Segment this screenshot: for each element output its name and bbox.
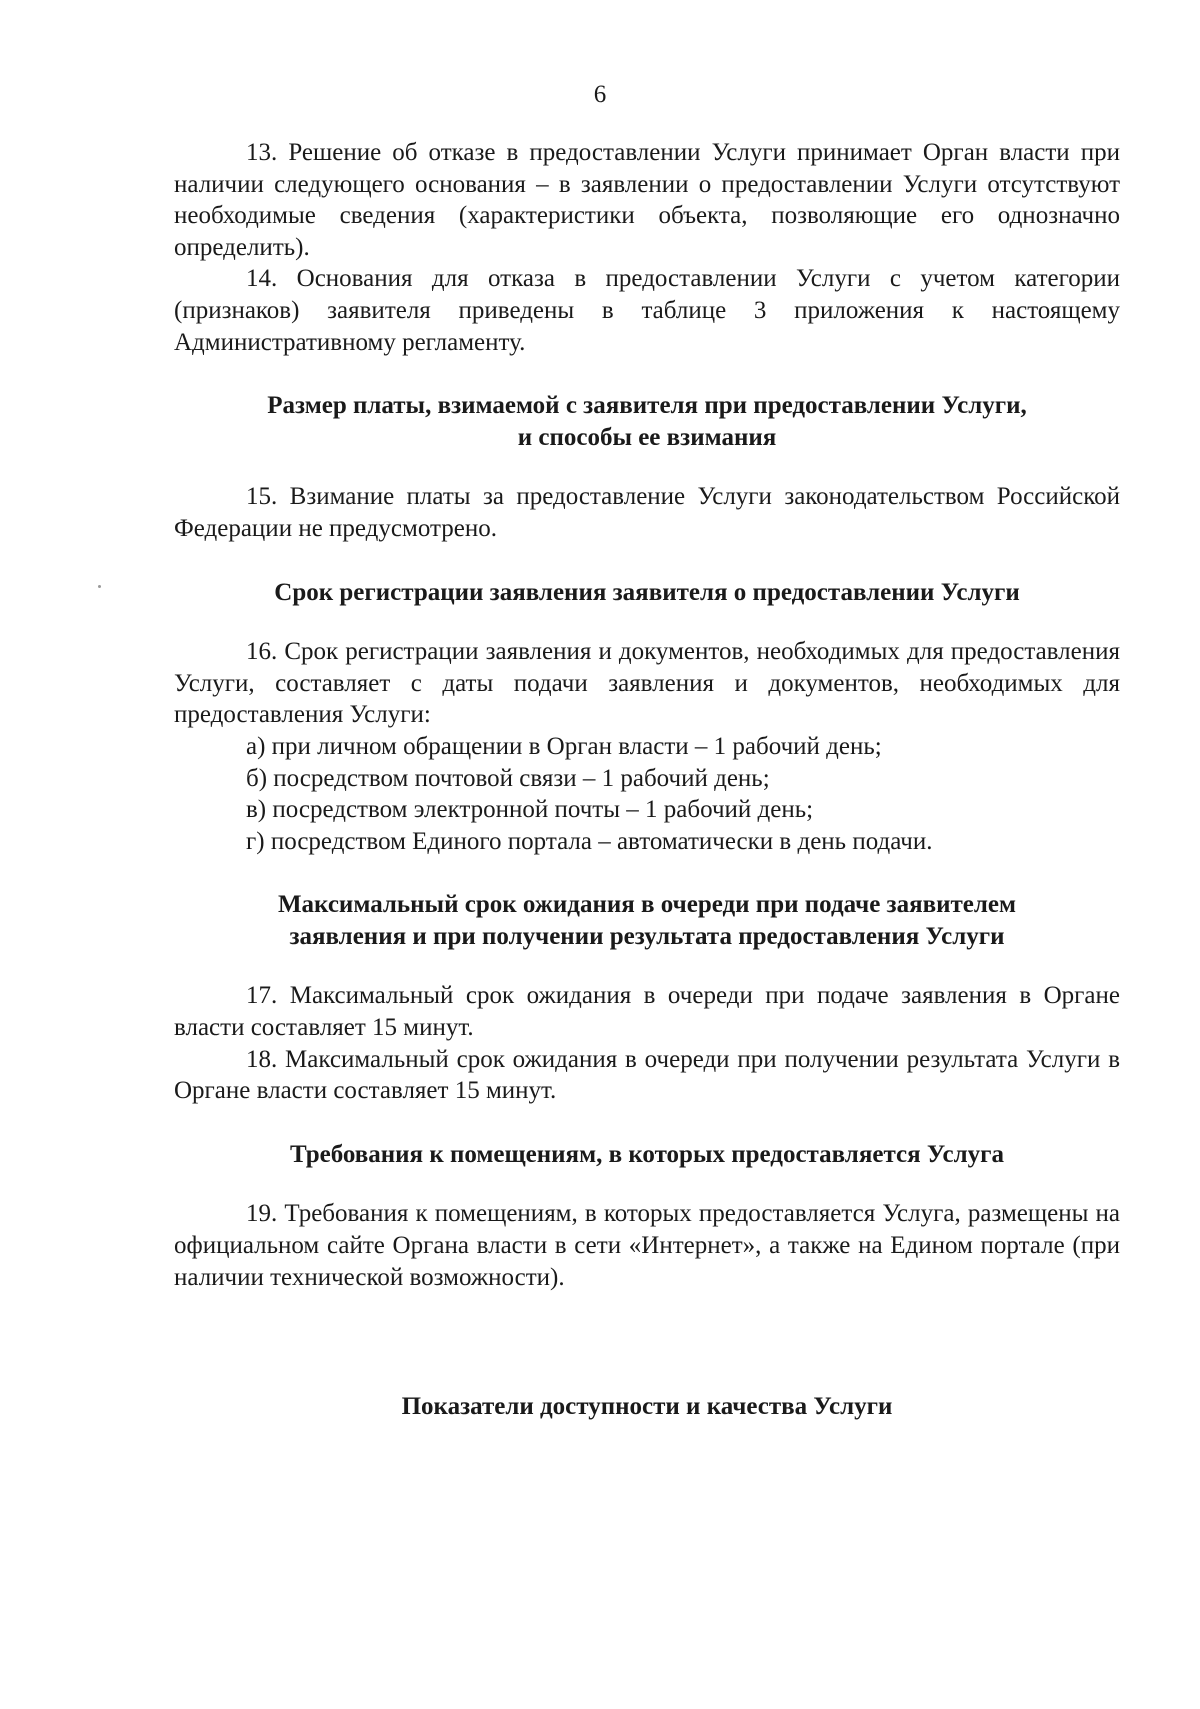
paragraph-14: 14. Основания для отказа в предоставлении Услуги с учетом категории (признаков) заявителя приведены в таблице 3 приложения к настоящему Административному регламенту. — [174, 265, 1120, 356]
scan-speck — [98, 585, 101, 588]
heading-queue-line-1: Максимальный срок ожидания в очереди при подаче заявителем — [277, 891, 1017, 919]
heading-registration: Срок регистрации заявления заявителя о предоставлении Услуги — [274, 578, 1020, 606]
paragraph-13: 13. Решение об отказе в предоставлении Услуги принимает Орган власти при наличии следующего основания – в заявлении о предоставлении Услуги отсутствуют необходимые сведения (характеристики объекта, позволяющие его однозначно определить). — [174, 139, 1120, 261]
paragraph-16: 16. Срок регистрации заявления и документов, необходимых для предоставления Услуги, составляет с даты подачи заявления и документов, необходимых для предоставления Услуги: — [174, 638, 1120, 729]
paragraph-15: 15. Взимание платы за предоставление Услуги законодательством Российской Федерации не предусмотрено. — [174, 483, 1120, 542]
heading-fee-line-1: Размер платы, взимаемой с заявителя при предоставлении Услуги, — [267, 392, 1027, 420]
page-number: 6 — [593, 81, 607, 108]
document-body — [174, 137, 1120, 1423]
heading-indicators: Показатели доступности и качества Услуги — [401, 1393, 893, 1421]
list-item-b: б) посредством почтовой связи – 1 рабочий день; — [246, 764, 770, 792]
heading-fee-line-2: и способы ее взимания — [517, 423, 777, 451]
paragraph-18: 18. Максимальный срок ожидания в очереди при получении результата Услуги в Органе власти составляет 15 минут. — [174, 1045, 1120, 1105]
list-item-a: а) при личном обращении в Орган власти – 1 рабочий день; — [246, 732, 882, 760]
list-item-d: г) посредством Единого портала – автоматически в день подачи. — [246, 827, 933, 855]
heading-queue-line-2: заявления и при получении результата предоставления Услуги — [289, 922, 1005, 950]
list-item-c: в) посредством электронной почты – 1 рабочий день; — [246, 796, 814, 824]
heading-premises: Требования к помещениям, в которых предоставляется Услуга — [289, 1140, 1005, 1168]
paragraph-17: 17. Максимальный срок ожидания в очереди при подаче заявления в Органе власти составляет 15 минут. — [174, 982, 1120, 1042]
paragraph-19: 19. Требования к помещениям, в которых предоставляется Услуга, размещены на официальном сайте Органа власти в сети «Интернет», а также на Едином портале (при наличии технической возможности). — [174, 1200, 1120, 1291]
